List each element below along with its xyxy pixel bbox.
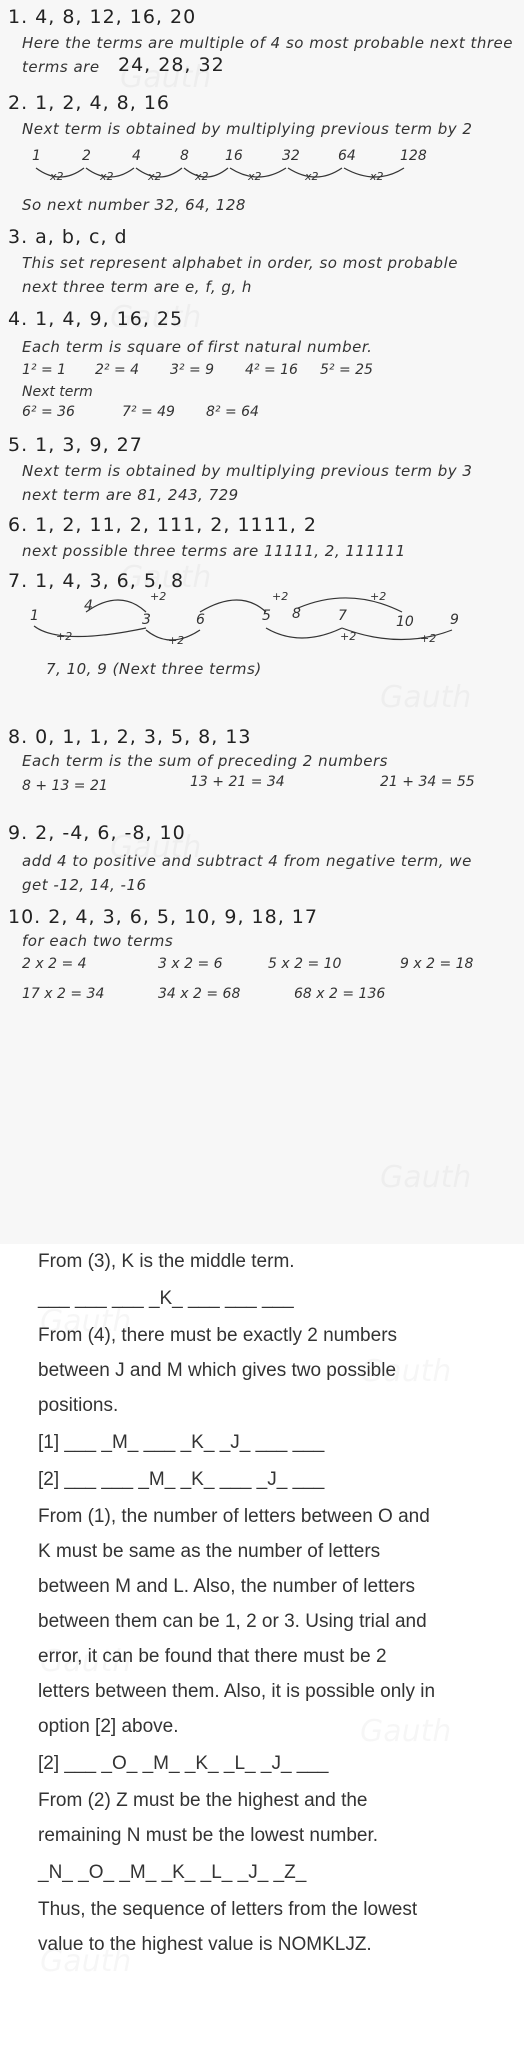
q10-product: 5 x 2 = 10	[268, 956, 342, 972]
q7-step: +2	[340, 630, 357, 643]
q2-note: Next term is obtained by multiplying previous term by 2	[22, 120, 473, 138]
q7-answer: 7, 10, 9 (Next three terms)	[46, 660, 262, 678]
question-10: 10. 2, 4, 3, 6, 5, 10, 9, 18, 17	[8, 906, 318, 928]
solution-section	[0, 1244, 524, 2048]
q10-product: 34 x 2 = 68	[158, 986, 241, 1002]
question-7: 7. 1, 4, 3, 6, 5, 8	[8, 570, 185, 592]
q9-note-2: get -12, 14, -16	[22, 876, 147, 894]
q7-diagram-term: 3	[142, 612, 151, 628]
solution-line: option [2] above.	[38, 1716, 179, 1737]
q2-multiplier: x2	[248, 170, 262, 183]
q2-diagram-term: 64	[338, 148, 356, 164]
q5-note: Next term is obtained by multiplying previous term by 3	[22, 462, 473, 480]
solution-line: letters between them. Also, it is possible only in	[38, 1681, 436, 1702]
q10-note: for each two terms	[22, 932, 174, 950]
q7-step: +2	[272, 590, 289, 603]
q10-product: 9 x 2 = 18	[400, 956, 474, 972]
q4-square: 5² = 25	[320, 362, 373, 378]
q8-note: Each term is the sum of preceding 2 numbers	[22, 752, 388, 770]
solution-line: Thus, the sequence of letters from the lowest	[38, 1899, 418, 1920]
letter-arrangement: [1] ___ _M_ ___ _K_ _J_ ___ ___	[38, 1432, 325, 1453]
letter-arrangement: _N_ _O_ _M_ _K_ _L_ _J_ _Z_	[38, 1862, 307, 1883]
solution-line: between M and L. Also, the number of letters	[38, 1576, 416, 1597]
q3-note: This set represent alphabet in order, so most probable	[22, 254, 458, 272]
question-5: 5. 1, 3, 9, 27	[8, 434, 143, 456]
q4-next-square: 7² = 49	[122, 404, 175, 420]
question-6: 6. 1, 2, 11, 2, 111, 2, 1111, 2	[8, 514, 317, 536]
q7-step: +2	[168, 634, 185, 647]
q2-multiplier: x2	[195, 170, 209, 183]
question-3: 3. a, b, c, d	[8, 226, 128, 248]
solution-line: From (3), K is the middle term.	[38, 1251, 295, 1272]
q10-product: 3 x 2 = 6	[158, 956, 223, 972]
solution-line: between them can be 1, 2 or 3. Using trial and	[38, 1611, 427, 1632]
q2-diagram-term: 16	[225, 148, 243, 164]
q1-note-2: terms are	[22, 58, 100, 76]
letter-arrangement: [2] ___ ___ _M_ _K_ ___ _J_ ___	[38, 1469, 325, 1490]
letter-arrangement: ___ ___ ___ _K_ ___ ___ ___	[38, 1288, 294, 1309]
q7-diagram-term: 4	[84, 598, 93, 614]
final-answer: value to the highest value is NOMKLJZ.	[38, 1934, 372, 1955]
solution-line: From (2) Z must be the highest and the	[38, 1790, 368, 1811]
q4-next-square: 6² = 36	[22, 404, 75, 420]
question-9: 9. 2, -4, 6, -8, 10	[8, 822, 186, 844]
q4-square: 2² = 4	[95, 362, 140, 378]
q2-diagram-term: 4	[132, 148, 141, 164]
q2-diagram-term: 1	[32, 148, 41, 164]
q7-step: +2	[370, 590, 387, 603]
q2-multiplier: x2	[50, 170, 64, 183]
watermark	[360, 1714, 451, 1749]
question-8: 8. 0, 1, 1, 2, 3, 5, 8, 13	[8, 726, 252, 748]
q2-diagram-term: 32	[282, 148, 300, 164]
q7-step: +2	[56, 630, 73, 643]
q2-multiplier: x2	[100, 170, 114, 183]
question-1: 1. 4, 8, 12, 16, 20	[8, 6, 197, 28]
q4-square: 4² = 16	[245, 362, 298, 378]
q10-product: 68 x 2 = 136	[294, 986, 386, 1002]
solution-line: positions.	[38, 1395, 119, 1416]
q7-diagram-term: 8	[292, 606, 301, 622]
solution-line: K must be same as the number of letters	[38, 1541, 381, 1562]
q2-diagram-term: 128	[400, 148, 427, 164]
q9-note: add 4 to positive and subtract 4 from negative term, we	[22, 852, 472, 870]
q7-step: +2	[150, 590, 167, 603]
q7-step: +2	[420, 632, 437, 645]
q10-product: 17 x 2 = 34	[22, 986, 105, 1002]
q4-note: Each term is square of first natural number.	[22, 338, 373, 356]
solution-line: From (1), the number of letters between O and	[38, 1506, 430, 1527]
q8-sum: 13 + 21 = 34	[190, 774, 285, 790]
q1-answer: 24, 28, 32	[118, 54, 225, 76]
q4-next-label: Next term	[22, 384, 93, 400]
question-4: 4. 1, 4, 9, 16, 25	[8, 308, 184, 330]
watermark	[380, 1160, 471, 1195]
letter-arrangement: [2] ___ _O_ _M_ _K_ _L_ _J_ ___	[38, 1753, 329, 1774]
q8-sum: 21 + 34 = 55	[380, 774, 475, 790]
q7-diagram-term: 6	[196, 612, 205, 628]
q2-multiplier: x2	[305, 170, 319, 183]
q2-multiplier: x2	[370, 170, 384, 183]
q3-note-2: next three term are e, f, g, h	[22, 278, 252, 296]
q6-note: next possible three terms are 11111, 2, 111111	[22, 542, 406, 560]
q4-square: 3² = 9	[170, 362, 215, 378]
q7-diagram-term: 10	[396, 614, 414, 630]
q8-sum: 8 + 13 = 21	[22, 778, 108, 794]
q2-multiplier: x2	[148, 170, 162, 183]
solution-line: From (4), there must be exactly 2 numbers	[38, 1325, 398, 1346]
q2-diagram-term: 2	[82, 148, 91, 164]
q4-square: 1² = 1	[22, 362, 67, 378]
watermark	[380, 680, 471, 715]
solution-line: remaining N must be the lowest number.	[38, 1825, 379, 1846]
solution-line: error, it can be found that there must be 2	[38, 1646, 387, 1667]
q4-next-square: 8² = 64	[206, 404, 259, 420]
question-2: 2. 1, 2, 4, 8, 16	[8, 92, 171, 114]
q2-diagram-term: 8	[180, 148, 189, 164]
q5-answer: next term are 81, 243, 729	[22, 486, 239, 504]
q7-diagram-term: 1	[30, 608, 39, 624]
q7-diagram-term: 9	[450, 612, 459, 628]
q10-product: 2 x 2 = 4	[22, 956, 87, 972]
q1-note: Here the terms are multiple of 4 so most probable next three	[22, 34, 513, 52]
q7-diagram-term: 7	[338, 608, 347, 624]
q2-answer: So next number 32, 64, 128	[22, 196, 246, 214]
solution-line: between J and M which gives two possible	[38, 1360, 397, 1381]
q7-diagram-term: 5	[262, 608, 271, 624]
